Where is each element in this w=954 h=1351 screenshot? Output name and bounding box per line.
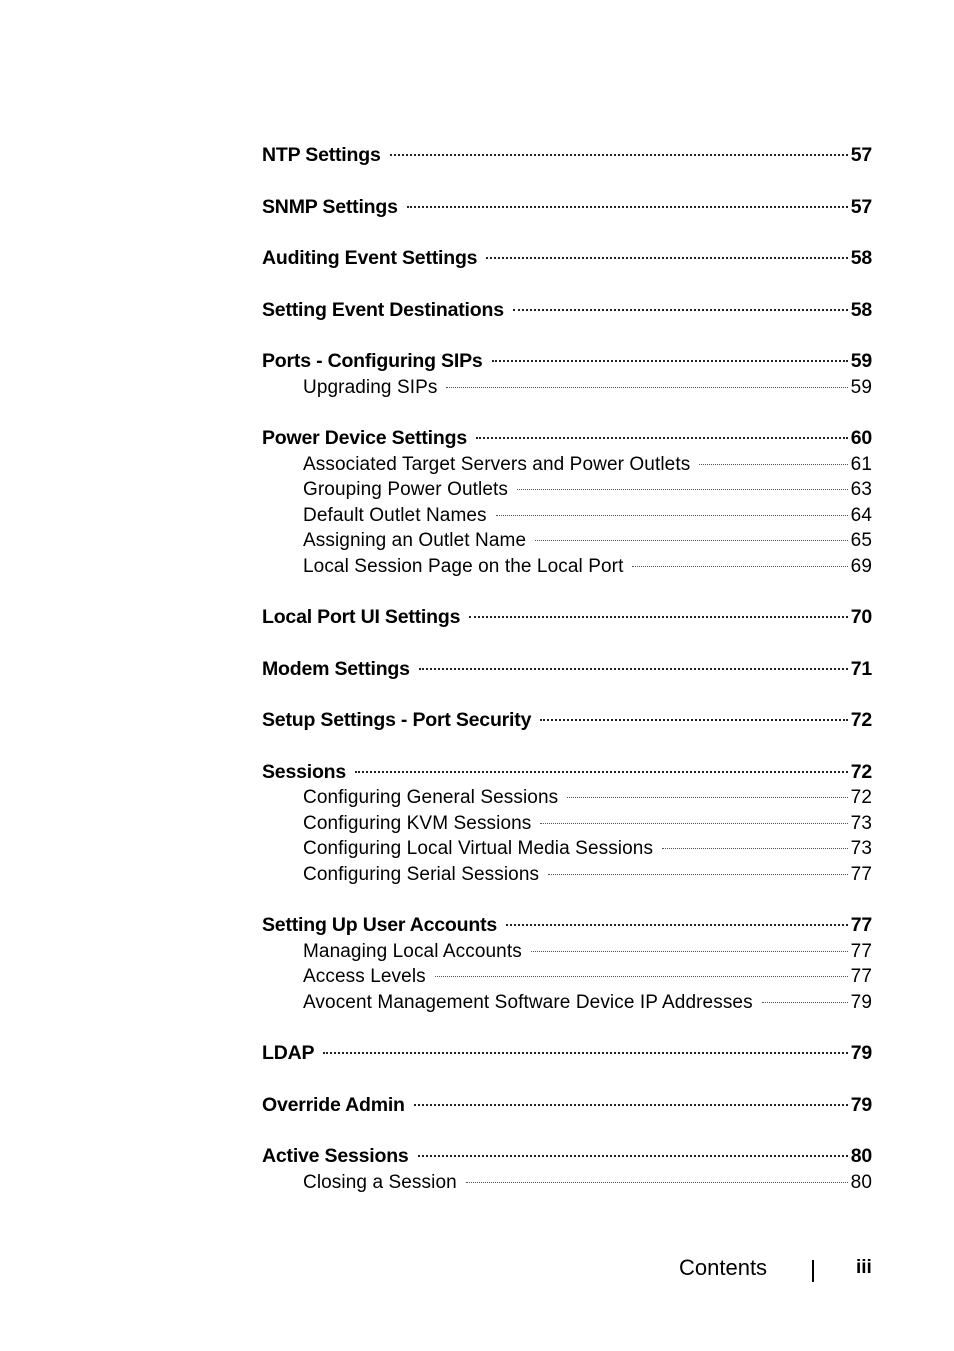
- toc-section: [262, 913, 872, 1015]
- dot-leader: [492, 360, 848, 362]
- dot-leader: [662, 848, 848, 849]
- toc-entry-title: Local Session Page on the Local Port: [303, 555, 624, 577]
- toc-entry[interactable]: [262, 760, 872, 786]
- toc-entry-page: 57: [850, 195, 872, 218]
- toc-entry-page: 77: [850, 966, 872, 987]
- toc-entry-page: 64: [850, 504, 872, 526]
- toc-entry-title: Assigning an Outlet Name: [303, 530, 527, 551]
- toc-entry-title: NTP Settings: [262, 144, 381, 166]
- dot-leader: [419, 668, 848, 670]
- toc-entry-title: Setup Settings - Port Security: [262, 709, 532, 731]
- toc-entry-title: Default Outlet Names: [303, 504, 487, 526]
- toc-entry-page: 72: [850, 760, 872, 783]
- dot-leader: [762, 1002, 848, 1003]
- table-of-contents: [262, 143, 872, 1221]
- toc-entry-title: Configuring KVM Sessions: [303, 812, 532, 834]
- toc-entry-title: LDAP: [262, 1042, 315, 1064]
- toc-section: [262, 246, 872, 272]
- dot-leader: [407, 206, 848, 208]
- toc-subentry[interactable]: [262, 785, 872, 811]
- dot-leader: [435, 976, 848, 977]
- toc-section: [262, 143, 872, 169]
- dot-leader: [535, 540, 848, 541]
- dot-leader: [513, 309, 848, 311]
- toc-entry-page: 59: [850, 376, 872, 398]
- dot-leader: [496, 515, 848, 516]
- page-number: iii: [856, 1257, 872, 1278]
- toc-entry-page: 79: [850, 1093, 872, 1116]
- toc-section: [262, 1041, 872, 1067]
- dot-leader: [506, 924, 848, 926]
- toc-entry[interactable]: [262, 1041, 872, 1067]
- toc-subentry[interactable]: [262, 811, 872, 837]
- toc-entry-page: 80: [850, 1171, 872, 1193]
- toc-subentry[interactable]: [262, 554, 872, 580]
- toc-subentry[interactable]: [262, 990, 872, 1016]
- toc-subentry[interactable]: [262, 836, 872, 862]
- toc-entry[interactable]: [262, 913, 872, 939]
- toc-entry-page: 65: [850, 530, 872, 551]
- toc-subentry[interactable]: [262, 939, 872, 965]
- toc-section: [262, 605, 872, 631]
- toc-entry-page: 70: [850, 606, 872, 628]
- dot-leader: [531, 951, 848, 952]
- toc-section: [262, 349, 872, 400]
- dot-leader: [466, 1182, 848, 1183]
- toc-entry-page: 80: [850, 1145, 872, 1167]
- toc-entry-page: 58: [850, 247, 872, 269]
- toc-section: [262, 1093, 872, 1119]
- toc-entry-page: 63: [850, 479, 872, 500]
- toc-entry-title: Sessions: [262, 760, 347, 783]
- dot-leader: [476, 437, 848, 439]
- toc-entry-page: 77: [850, 940, 872, 962]
- toc-entry[interactable]: [262, 143, 872, 169]
- toc-entry-title: Override Admin: [262, 1093, 405, 1116]
- toc-entry[interactable]: [262, 605, 872, 631]
- toc-entry-title: Auditing Event Settings: [262, 247, 478, 269]
- toc-subentry[interactable]: [262, 477, 872, 503]
- dot-leader: [469, 616, 847, 618]
- dot-leader: [548, 874, 848, 875]
- toc-entry-page: 59: [850, 350, 872, 372]
- footer-divider: [812, 1260, 814, 1282]
- dot-leader: [632, 566, 847, 567]
- toc-subentry[interactable]: [262, 862, 872, 888]
- toc-entry-title: Setting Event Destinations: [262, 298, 504, 321]
- dot-leader: [486, 257, 847, 259]
- toc-entry-page: 72: [850, 709, 872, 731]
- toc-entry-page: 60: [850, 427, 872, 449]
- toc-entry[interactable]: [262, 657, 872, 683]
- toc-entry[interactable]: [262, 349, 872, 375]
- dot-leader: [390, 154, 848, 156]
- toc-subentry[interactable]: [262, 528, 872, 554]
- dot-leader: [446, 387, 847, 388]
- toc-entry-title: Configuring Local Virtual Media Sessions: [303, 838, 654, 859]
- toc-entry-title: Configuring Serial Sessions: [303, 863, 540, 885]
- toc-subentry[interactable]: [262, 375, 872, 401]
- toc-entry-page: 69: [850, 555, 872, 577]
- toc-entry-title: Ports - Configuring SIPs: [262, 350, 483, 372]
- toc-entry[interactable]: [262, 246, 872, 272]
- toc-section: [262, 760, 872, 888]
- toc-entry-title: Power Device Settings: [262, 427, 467, 449]
- toc-section: [262, 1144, 872, 1195]
- toc-entry-page: 61: [850, 453, 872, 475]
- page-footer: [0, 1255, 954, 1285]
- toc-section: [262, 426, 872, 579]
- dot-leader: [323, 1052, 847, 1054]
- toc-entry-title: Grouping Power Outlets: [303, 479, 508, 500]
- toc-entry-title: SNMP Settings: [262, 195, 398, 218]
- toc-entry-page: 79: [850, 1042, 872, 1064]
- toc-entry-title: Local Port UI Settings: [262, 606, 461, 628]
- toc-section: [262, 298, 872, 324]
- toc-entry-page: 77: [850, 863, 872, 885]
- toc-entry-page: 72: [850, 787, 872, 808]
- toc-entry-title: Setting Up User Accounts: [262, 914, 498, 936]
- dot-leader: [414, 1104, 848, 1106]
- toc-subentry[interactable]: [262, 452, 872, 478]
- toc-entry[interactable]: [262, 1144, 872, 1170]
- toc-subentry[interactable]: [262, 964, 872, 990]
- toc-entry-title: Closing a Session: [303, 1171, 457, 1193]
- toc-entry-page: 77: [850, 914, 872, 936]
- toc-entry-title: Avocent Management Software Device IP Addresses: [303, 991, 753, 1013]
- toc-subentry[interactable]: [262, 1170, 872, 1196]
- toc-entry[interactable]: [262, 708, 872, 734]
- toc-entry-page: 71: [850, 657, 872, 680]
- toc-entry-page: 73: [850, 838, 872, 859]
- dot-leader: [567, 797, 847, 798]
- toc-entry[interactable]: [262, 298, 872, 324]
- toc-entry-title: Associated Target Servers and Power Outlets: [303, 453, 691, 475]
- toc-entry[interactable]: [262, 195, 872, 221]
- toc-entry-title: Modem Settings: [262, 657, 410, 680]
- dot-leader: [540, 719, 847, 721]
- toc-entry-page: 58: [850, 298, 872, 321]
- toc-entry-page: 79: [850, 991, 872, 1013]
- toc-entry-title: Access Levels: [303, 966, 426, 987]
- dot-leader: [699, 464, 847, 465]
- toc-entry-page: 73: [850, 812, 872, 834]
- toc-entry-page: 57: [850, 144, 872, 166]
- toc-section: [262, 657, 872, 683]
- dot-leader: [418, 1155, 848, 1157]
- toc-section: [262, 195, 872, 221]
- toc-section: [262, 708, 872, 734]
- toc-entry-title: Managing Local Accounts: [303, 940, 522, 962]
- toc-entry[interactable]: [262, 1093, 872, 1119]
- toc-entry-title: Active Sessions: [262, 1145, 409, 1167]
- footer-label: Contents: [679, 1255, 768, 1280]
- toc-entry-title: Upgrading SIPs: [303, 376, 438, 398]
- dot-leader: [355, 771, 848, 773]
- toc-subentry[interactable]: [262, 503, 872, 529]
- dot-leader: [517, 489, 848, 490]
- toc-entry-title: Configuring General Sessions: [303, 787, 559, 808]
- dot-leader: [540, 823, 847, 824]
- toc-entry[interactable]: [262, 426, 872, 452]
